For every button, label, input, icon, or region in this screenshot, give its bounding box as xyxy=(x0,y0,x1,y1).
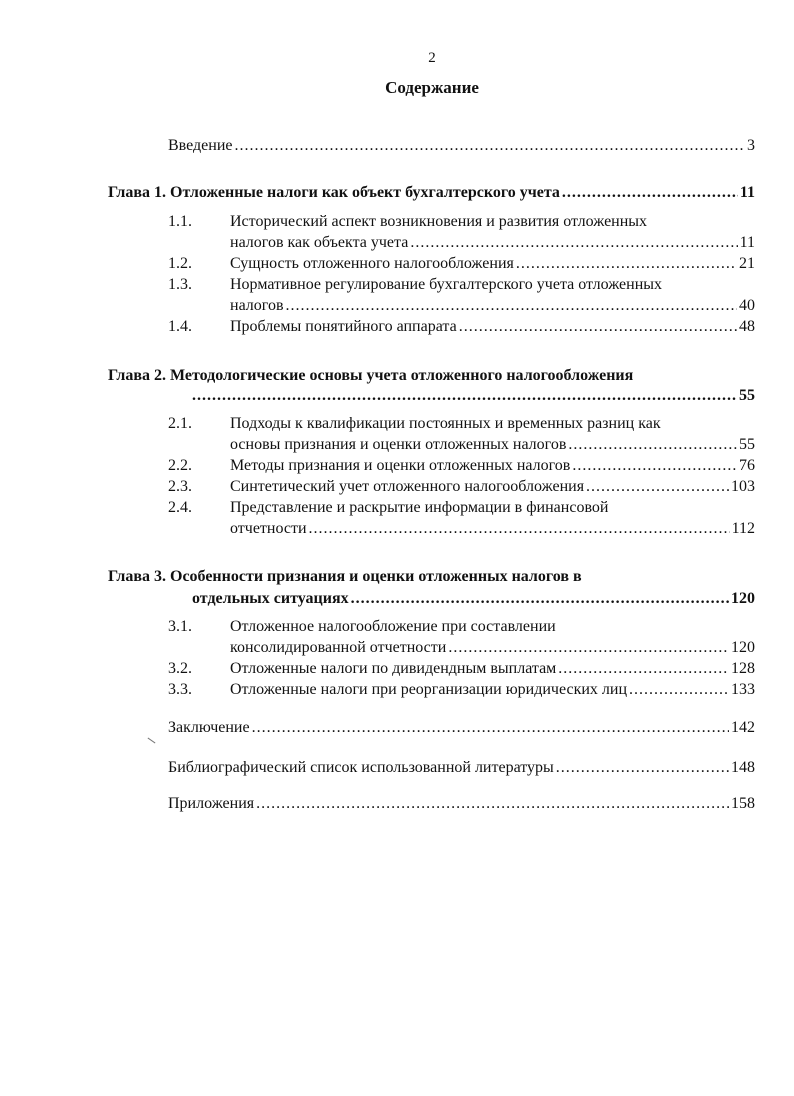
chapter-page: 11 xyxy=(739,184,755,201)
dot-leader xyxy=(459,317,737,337)
section-number: 1.2. xyxy=(168,255,192,272)
toc-section-1-3 xyxy=(230,296,755,316)
toc-page: 148 xyxy=(731,759,755,776)
toc-label: Введение xyxy=(168,137,233,154)
section-page: 112 xyxy=(731,520,755,537)
section-page: 21 xyxy=(739,255,755,272)
toc-section-1-4 xyxy=(230,317,755,337)
dot-leader xyxy=(586,477,729,497)
toc-section-1-2 xyxy=(230,254,755,274)
section-title-line: консолидированной отчетности xyxy=(230,639,447,656)
section-title-line: отчетности xyxy=(230,520,307,537)
section-title-line: Отложенное налогообложение при составлении xyxy=(230,618,556,635)
toc-chapter-2 xyxy=(192,386,755,406)
section-title-line: Представление и раскрытие информации в финансовой xyxy=(230,499,609,516)
section-number: 2.1. xyxy=(168,415,192,432)
toc-label: Приложения xyxy=(168,795,255,812)
section-title-line: Сущность отложенного налогообложения xyxy=(230,255,514,272)
section-title-line: Исторический аспект возникновения и развития отложенных xyxy=(230,213,648,230)
toc-entry-conclusion xyxy=(168,718,755,738)
toc-chapter-3 xyxy=(192,589,755,609)
toc-entry-intro xyxy=(168,136,755,156)
section-title-line: основы признания и оценки отложенных налогов xyxy=(230,436,567,453)
toc-section-3-1 xyxy=(230,638,755,658)
section-page: 128 xyxy=(731,660,755,677)
chapter-title-line: отдельных ситуациях xyxy=(192,590,349,607)
toc-label: Библиографический список использованной литературы xyxy=(168,759,554,776)
section-page: 133 xyxy=(731,681,755,698)
dot-leader xyxy=(572,456,737,476)
section-number: 3.2. xyxy=(168,660,192,677)
section-page: 40 xyxy=(739,297,755,314)
toc-page: 158 xyxy=(731,795,755,812)
section-title-line: налогов как объекта учета xyxy=(230,234,409,251)
page-number: 2 xyxy=(428,50,436,66)
dot-leader xyxy=(448,638,729,658)
section-number: 2.3. xyxy=(168,478,192,495)
section-page: 11 xyxy=(739,234,755,251)
section-title-line: Проблемы понятийного аппарата xyxy=(230,318,457,335)
page-title: Содержание xyxy=(385,78,479,97)
dot-leader xyxy=(410,233,737,253)
dot-leader xyxy=(309,519,730,539)
dot-leader xyxy=(568,435,737,455)
dot-leader xyxy=(562,183,738,203)
toc-page: 3 xyxy=(747,137,755,154)
section-title-line: Нормативное регулирование бухгалтерского учета отложенных xyxy=(230,276,663,293)
dot-leader xyxy=(556,758,729,778)
toc-entry-bibliography xyxy=(168,758,755,778)
section-title-line: Отложенные налоги по дивидендным выплатам xyxy=(230,660,557,677)
section-page: 48 xyxy=(739,318,755,335)
section-title-line: Отложенные налоги при реорганизации юридических лиц xyxy=(230,681,628,698)
chapter-title: Глава 1. Отложенные налоги как объект бухгалтерского учета xyxy=(108,184,560,201)
chapter-title: Глава 2. Методологические основы учета отложенного налогообложения xyxy=(108,367,634,384)
toc-section-2-3 xyxy=(230,477,755,497)
toc-chapter-1 xyxy=(108,183,755,203)
section-number: 1.3. xyxy=(168,276,192,293)
section-title-line: налогов xyxy=(230,297,284,314)
toc-entry-appendices xyxy=(168,794,755,814)
dot-leader xyxy=(516,254,737,274)
toc-section-3-3 xyxy=(230,680,755,700)
dot-leader xyxy=(286,296,737,316)
section-number: 2.4. xyxy=(168,499,192,516)
dot-leader xyxy=(252,718,729,738)
section-number: 2.2. xyxy=(168,457,192,474)
section-page: 55 xyxy=(739,436,755,453)
dot-leader xyxy=(256,794,729,814)
chapter-title: Глава 3. Особенности признания и оценки отложенных налогов в xyxy=(108,568,582,585)
section-page: 76 xyxy=(739,457,755,474)
dot-leader xyxy=(235,136,746,156)
dot-leader xyxy=(629,680,729,700)
chapter-page: 120 xyxy=(731,590,755,607)
toc-page: 142 xyxy=(731,719,755,736)
section-number: 3.3. xyxy=(168,681,192,698)
toc-section-2-2 xyxy=(230,456,755,476)
toc-section-3-2 xyxy=(230,659,755,679)
section-title-line: Методы признания и оценки отложенных налогов xyxy=(230,457,571,474)
stray-mark xyxy=(148,738,156,744)
section-page: 120 xyxy=(731,639,755,656)
section-page: 103 xyxy=(731,478,755,495)
section-number: 3.1. xyxy=(168,618,192,635)
section-title-line: Подходы к квалификации постоянных и временных разниц как xyxy=(230,415,661,432)
chapter-page: 55 xyxy=(739,387,755,404)
dot-leader xyxy=(351,589,729,609)
toc-section-1-1 xyxy=(230,233,755,253)
section-title-line: Синтетический учет отложенного налогообложения xyxy=(230,478,585,495)
dot-leader xyxy=(558,659,729,679)
toc-section-2-4 xyxy=(230,519,755,539)
toc-section-2-1 xyxy=(230,435,755,455)
toc-label: Заключение xyxy=(168,719,250,736)
dot-leader xyxy=(192,386,737,406)
section-number: 1.4. xyxy=(168,318,192,335)
section-number: 1.1. xyxy=(168,213,192,230)
